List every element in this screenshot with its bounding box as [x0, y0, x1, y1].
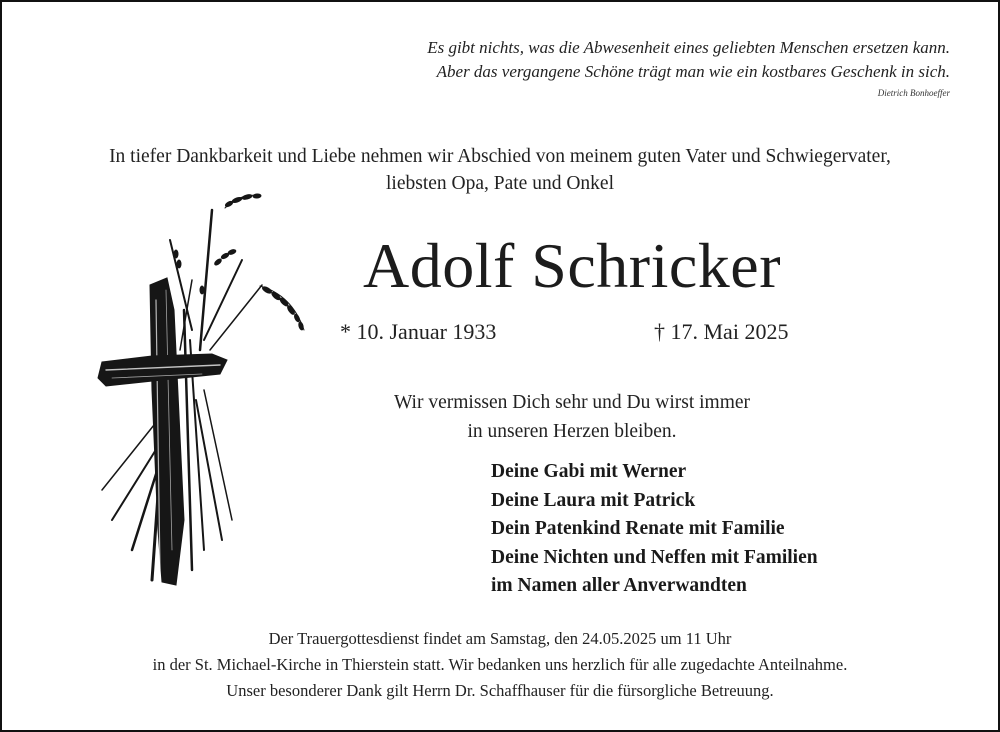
quote-author: Dietrich Bonhoeffer [877, 88, 950, 98]
death-date: † 17. Mai 2025 [654, 319, 789, 344]
intro-text [2, 143, 998, 197]
bonhoeffer-quote [427, 36, 950, 100]
remembrance-text [332, 388, 812, 446]
remembrance-line-2: in unseren Herzen bleiben. [467, 421, 677, 442]
quote-line-1: Es gibt nichts, was die Abwesenheit eines geliebten Menschen ersetzen kann. [427, 38, 950, 57]
mourner-item: Deine Nichten und Neffen mit Familien [491, 546, 818, 568]
service-line-1: Der Trauergottesdienst findet am Samstag, den 24.05.2025 um 11 Uhr [268, 629, 732, 648]
service-info [2, 626, 998, 704]
deceased-name: Adolf Schricker [362, 230, 782, 301]
mourner-item: im Namen aller Anverwandten [491, 575, 747, 597]
birth-date: * 10. Januar 1933 [340, 319, 497, 344]
mourners-list [491, 458, 818, 601]
mourner-item: Dein Patenkind Renate mit Familie [491, 518, 785, 540]
mourner-item: Deine Gabi mit Werner [491, 461, 687, 482]
service-line-3: Unser besonderer Dank gilt Herrn Dr. Schaffhauser für die fürsorgliche Betreuung. [226, 681, 774, 700]
cross-with-grass-icon [92, 190, 322, 590]
remembrance-line-1: Wir vermissen Dich sehr und Du wirst immer [393, 392, 751, 413]
intro-line-1: In tiefer Dankbarkeit und Liebe nehmen wir Abschied von meinem guten Vater und Schwiegervater, [109, 146, 891, 167]
quote-line-2: Aber das vergangene Schöne trägt man wie ein kostbares Geschenk in sich. [436, 62, 950, 81]
service-line-2: in der St. Michael-Kirche in Thierstein statt. Wir bedanken uns herzlich für alle zugedachte Anteilnahme. [152, 655, 848, 674]
intro-line-2: liebsten Opa, Pate und Onkel [386, 173, 614, 194]
mourner-item: Deine Laura mit Patrick [491, 489, 696, 511]
